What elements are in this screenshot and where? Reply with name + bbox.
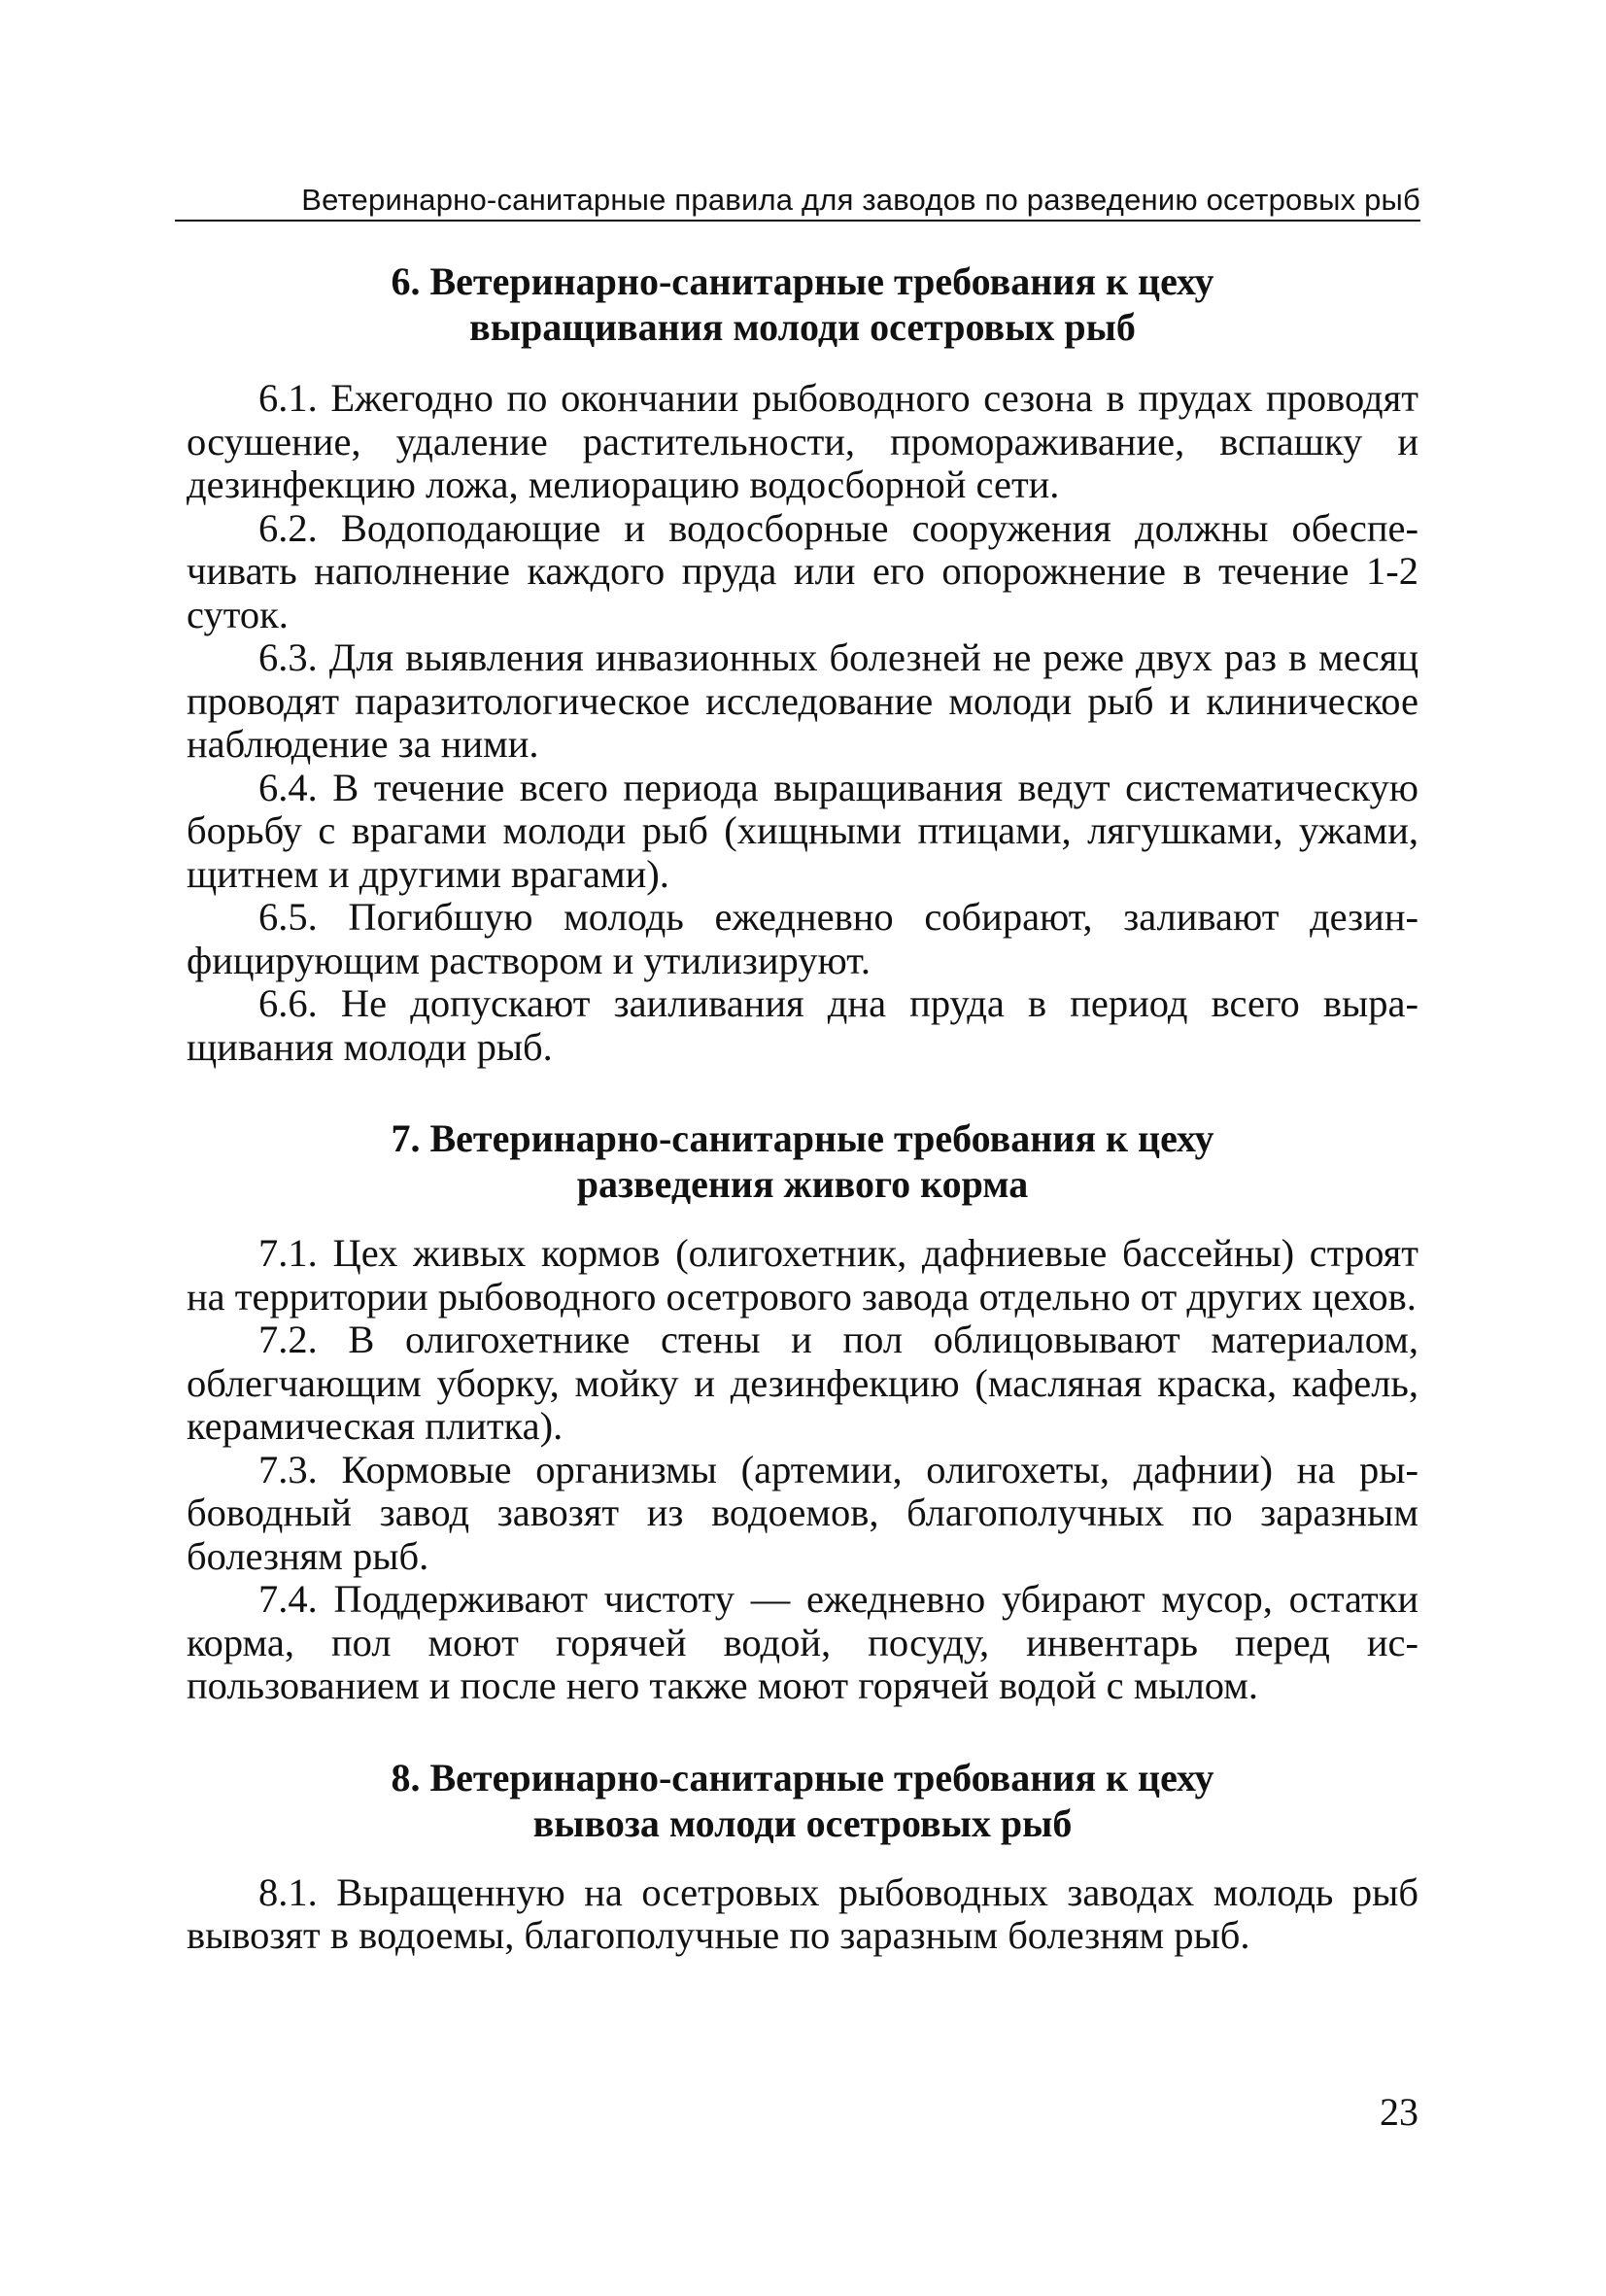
section-7-title [187, 1115, 1418, 1207]
paragraph-6-1: 6.1. Ежегодно по окончании рыбоводного сезона в прудах проводят осушение, удаление растительности, промораживание, вспашку и дезинфекцию ложа, мелиорацию водосборной сети. [187, 376, 1418, 506]
section-6-title [187, 258, 1418, 350]
section-8-title [187, 1755, 1418, 1846]
section-6-title-line-1: 6. Ветеринарно-санитарные требования к цеху [391, 259, 1214, 303]
paragraph-7-3: 7.3. Кормовые организмы (артемии, олигохеты, дафнии) на рыбоводный завод завозят из водоемов, благополучных по заразным болезням рыб. [187, 1447, 1418, 1578]
section-8-body [187, 1871, 1418, 1958]
section-8-title-line-1: 8. Ветеринарно-санитарные требования к цеху [391, 1755, 1214, 1799]
header-rule [175, 220, 1420, 222]
paragraph-7-1: 7.1. Цех живых кормов (олигохетник, дафниевые бассейны) строят на территории рыбоводного осетрового завода отдельно от других цехов. [187, 1231, 1418, 1319]
paragraph-6-2: 6.2. Водоподающие и водосборные сооружения должны обеспечивать наполнение каждого пруда или его опорожнение в течение 1-2 суток. [187, 505, 1418, 636]
section-7-title-line-1: 7. Ветеринарно-санитарные требования к цеху [391, 1116, 1214, 1160]
section-8-title-line-2: вывоза молоди осетровых рыб [532, 1800, 1073, 1845]
paragraph-6-3: 6.3. Для выявления инвазионных болезней не реже двух раз в месяц проводят паразитологическое исследование молоди рыб и клиническое наблюдение за ними. [187, 635, 1418, 766]
running-header: Ветеринарно-санитарные правила для заводов по разведению осетровых рыб [301, 183, 1420, 217]
section-6-body [187, 377, 1418, 1069]
section-6-title-line-2: выращивания молоди осетровых рыб [469, 305, 1136, 349]
paragraph-6-6: 6.6. Не допускают заиливания дна пруда в период всего выращивания молоди рыб. [187, 981, 1418, 1069]
paragraph-6-4: 6.4. В течение всего периода выращивания ведут систематическую борьбу с врагами молоди рыб (хищными птицами, лягушками, ужами, щитнем и другими врагами). [187, 765, 1418, 896]
paragraph-7-4: 7.4. Поддерживают чистоту — ежедневно убирают мусор, остатки корма, пол моют горячей водой, посуду, инвентарь перед использованием и после него также моют горячей водой с мылом. [187, 1577, 1418, 1707]
section-7-body [187, 1232, 1418, 1708]
section-7-title-line-2: разведения живого корма [576, 1162, 1029, 1206]
paragraph-8-1: 8.1. Выращенную на осетровых рыбоводных заводах молодь рыб вывозят в водоемы, благополучные по заразным болезням рыб. [187, 1869, 1418, 1957]
page-number: 23 [1380, 2090, 1418, 2134]
paragraph-7-2: 7.2. В олигохетнике стены и пол облицовывают материалом, облегчающим уборку, мойку и дезинфекцию (масляная краска, кафель, керамическая плитка). [187, 1318, 1418, 1448]
page-content [187, 258, 1418, 1958]
paragraph-6-5: 6.5. Погибшую молодь ежедневно собирают, заливают дезинфицирующим раствором и утилизируют. [187, 895, 1418, 982]
